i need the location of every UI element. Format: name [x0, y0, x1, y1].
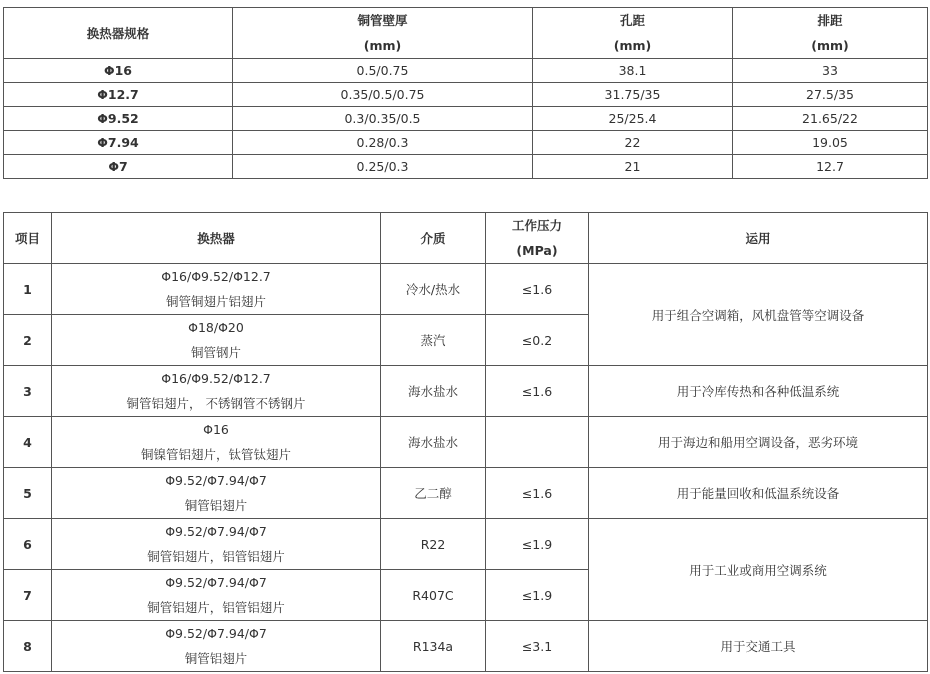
table-row: [4, 366, 928, 417]
cell-spec: Φ9.52: [4, 107, 233, 131]
application-table-header-row: [4, 213, 928, 264]
header-row-pitch-unit: (mm): [811, 38, 849, 53]
cell-medium: R22: [381, 519, 486, 570]
cell-item: 6: [4, 519, 52, 570]
cell-pressure: ≤1.6: [486, 264, 589, 315]
header-item: 项目: [4, 213, 52, 264]
header-hole-pitch: [533, 8, 733, 59]
spec-table-header-row: [4, 8, 928, 59]
header-working-pressure-unit: (MPa): [516, 243, 558, 258]
cell-item: 1: [4, 264, 52, 315]
table-row: [4, 59, 928, 83]
cell-wall-thickness: 0.28/0.3: [233, 131, 533, 155]
cell-spec: Φ7.94: [4, 131, 233, 155]
table-row: [4, 155, 928, 179]
cell-medium: 海水盐水: [381, 417, 486, 468]
cell-application: 用于海边和船用空调设备，恶劣环境: [589, 417, 928, 468]
cell-exchanger-desc: 铜管铝翅片: [184, 498, 248, 513]
cell-exchanger-desc: 铜管铝翅片， 不锈钢管不锈钢片: [126, 396, 306, 411]
header-hole-pitch-unit: (mm): [613, 38, 652, 53]
header-working-pressure-label: 工作压力: [511, 218, 562, 233]
cell-exchanger: [52, 417, 381, 468]
cell-row-pitch: 33: [733, 59, 928, 83]
cell-application: 用于能量回收和低温系统设备: [589, 468, 928, 519]
cell-pressure: ≤1.9: [486, 519, 589, 570]
cell-wall-thickness: 0.5/0.75: [233, 59, 533, 83]
cell-medium: 冷水/热水: [381, 264, 486, 315]
cell-item: 4: [4, 417, 52, 468]
cell-item: 3: [4, 366, 52, 417]
cell-pressure: ≤1.9: [486, 570, 589, 621]
cell-spec: Φ7: [4, 155, 233, 179]
header-wall-thickness: [233, 8, 533, 59]
cell-medium: R134a: [381, 621, 486, 672]
table-row: [4, 519, 928, 570]
application-table: [3, 212, 928, 672]
cell-medium: 海水盐水: [381, 366, 486, 417]
cell-medium: R407C: [381, 570, 486, 621]
cell-application: 用于组合空调箱，风机盘管等空调设备: [589, 264, 928, 366]
cell-exchanger-desc: 铜管钢片: [190, 345, 241, 360]
cell-exchanger: [52, 315, 381, 366]
cell-item: 5: [4, 468, 52, 519]
cell-pressure: ≤1.6: [486, 366, 589, 417]
cell-exchanger-desc: 铜管铝翅片: [184, 651, 248, 666]
cell-pressure: ≤0.2: [486, 315, 589, 366]
header-wall-thickness-unit: (mm): [363, 38, 402, 53]
cell-exchanger: [52, 468, 381, 519]
header-application: 运用: [589, 213, 928, 264]
cell-exchanger-spec: Φ18/Φ20: [188, 320, 244, 335]
cell-exchanger-spec: Φ9.52/Φ7.94/Φ7: [165, 524, 267, 539]
cell-row-pitch: 27.5/35: [733, 83, 928, 107]
table-row: [4, 131, 928, 155]
header-spec: [4, 8, 233, 59]
header-row-pitch: [733, 8, 928, 59]
table-row: [4, 417, 928, 468]
header-working-pressure: [486, 213, 589, 264]
cell-hole-pitch: 38.1: [533, 59, 733, 83]
cell-wall-thickness: 0.3/0.35/0.5: [233, 107, 533, 131]
header-row-pitch-label: 排距: [817, 13, 843, 28]
cell-exchanger: [52, 621, 381, 672]
cell-wall-thickness: 0.35/0.5/0.75: [233, 83, 533, 107]
cell-exchanger-spec: Φ9.52/Φ7.94/Φ7: [165, 626, 267, 641]
table-row: [4, 621, 928, 672]
header-hole-pitch-label: 孔距: [619, 13, 645, 28]
cell-hole-pitch: 21: [533, 155, 733, 179]
cell-item: 7: [4, 570, 52, 621]
cell-row-pitch: 21.65/22: [733, 107, 928, 131]
cell-exchanger: [52, 264, 381, 315]
cell-item: 8: [4, 621, 52, 672]
cell-application: 用于工业或商用空调系统: [589, 519, 928, 621]
cell-hole-pitch: 25/25.4: [533, 107, 733, 131]
cell-pressure: ≤1.6: [486, 468, 589, 519]
header-medium: 介质: [381, 213, 486, 264]
cell-exchanger-desc: 铜管铝翅片，铝管铝翅片: [147, 600, 285, 615]
cell-hole-pitch: 22: [533, 131, 733, 155]
cell-medium: 蒸汽: [381, 315, 486, 366]
cell-exchanger-spec: Φ9.52/Φ7.94/Φ7: [165, 575, 267, 590]
cell-pressure: ≤3.1: [486, 621, 589, 672]
cell-pressure: [486, 417, 589, 468]
cell-exchanger-spec: Φ16/Φ9.52/Φ12.7: [161, 269, 271, 284]
table-row: [4, 468, 928, 519]
cell-exchanger-spec: Φ16: [203, 422, 229, 437]
cell-exchanger: [52, 366, 381, 417]
cell-application: 用于冷库传热和各种低温系统: [589, 366, 928, 417]
cell-hole-pitch: 31.75/35: [533, 83, 733, 107]
cell-exchanger-desc: 铜镍管铝翅片，钛管钛翅片: [140, 447, 291, 462]
header-spec-label: 换热器规格: [86, 26, 150, 41]
cell-exchanger-desc: 铜管铜翅片铝翅片: [165, 294, 266, 309]
cell-exchanger-desc: 铜管铝翅片，铝管铝翅片: [147, 549, 285, 564]
header-exchanger: 换热器: [52, 213, 381, 264]
cell-spec: Φ16: [4, 59, 233, 83]
spec-table: [3, 7, 928, 179]
cell-wall-thickness: 0.25/0.3: [233, 155, 533, 179]
cell-medium: 乙二醇: [381, 468, 486, 519]
cell-row-pitch: 19.05: [733, 131, 928, 155]
table-row: [4, 264, 928, 315]
cell-exchanger-spec: Φ16/Φ9.52/Φ12.7: [161, 371, 271, 386]
header-wall-thickness-label: 铜管壁厚: [357, 13, 408, 28]
cell-spec: Φ12.7: [4, 83, 233, 107]
table-row: [4, 107, 928, 131]
cell-application: 用于交通工具: [589, 621, 928, 672]
cell-exchanger: [52, 570, 381, 621]
table-row: [4, 83, 928, 107]
cell-row-pitch: 12.7: [733, 155, 928, 179]
cell-exchanger: [52, 519, 381, 570]
cell-exchanger-spec: Φ9.52/Φ7.94/Φ7: [165, 473, 267, 488]
cell-item: 2: [4, 315, 52, 366]
